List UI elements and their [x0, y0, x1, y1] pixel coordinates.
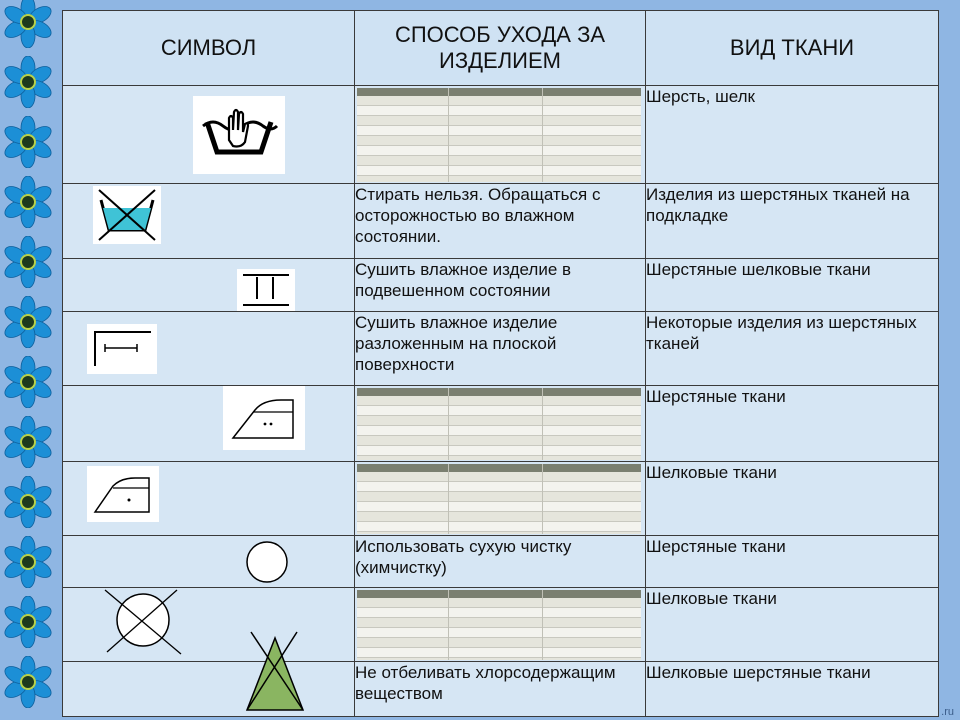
flower-decoration-icon	[2, 356, 54, 408]
care-cell: Использовать сухую чистку (химчистку)	[355, 536, 646, 588]
dry-flat-icon	[87, 324, 157, 374]
symbol-cell	[63, 312, 355, 386]
header-row	[63, 11, 939, 86]
hand-wash-icon	[193, 96, 285, 174]
fabric-cell: Некоторые изделия из шерстяных тканей	[646, 312, 939, 386]
care-cell: Сушить влажное изделие разложенным на плоской поверхности	[355, 312, 646, 386]
do-not-wash-icon	[93, 186, 161, 244]
table-row	[63, 386, 939, 462]
care-cell	[355, 386, 646, 462]
header-symbol: СИМВОЛ	[63, 11, 355, 86]
table-row	[63, 588, 939, 662]
flower-decoration-icon	[2, 176, 54, 228]
flower-decoration-icon	[2, 656, 54, 708]
care-symbols-table	[62, 10, 939, 717]
flower-decoration-icon	[2, 536, 54, 588]
flower-decoration-icon	[2, 56, 54, 108]
care-cell	[355, 86, 646, 184]
symbol-cell	[63, 462, 355, 536]
symbol-cell	[63, 536, 355, 588]
table-row	[63, 312, 939, 386]
care-cell: Стирать нельзя. Обращаться с осторожностью во влажном состоянии.	[355, 184, 646, 259]
table-row	[63, 259, 939, 312]
care-cell: Сушить влажное изделие в подвешенном состоянии	[355, 259, 646, 312]
symbol-cell	[63, 662, 355, 717]
iron-one-dot-icon	[87, 466, 159, 522]
flower-decoration-icon	[2, 116, 54, 168]
embedded-table-image	[357, 464, 641, 534]
table-row	[63, 86, 939, 184]
care-cell: Не отбеливать хлорсодержащим веществом	[355, 662, 646, 717]
flower-decoration-icon	[2, 596, 54, 648]
embedded-table-image	[357, 388, 641, 460]
flower-decoration-icon	[2, 416, 54, 468]
table-row	[63, 662, 939, 717]
flower-decoration-icon	[2, 0, 54, 48]
fabric-cell: Шелковые ткани	[646, 588, 939, 662]
fabric-cell: Шерстяные шелковые ткани	[646, 259, 939, 312]
symbol-cell	[63, 259, 355, 312]
fabric-cell: Шерсть, шелк	[646, 86, 939, 184]
header-fabric: ВИД ТКАНИ	[646, 11, 939, 86]
drip-dry-icon	[237, 269, 295, 311]
iron-two-dots-icon	[223, 386, 305, 450]
symbol-cell	[63, 184, 355, 259]
do-not-bleach-icon	[243, 630, 307, 714]
dry-clean-icon	[243, 540, 291, 584]
fabric-cell: Изделия из шерстяных тканей на подкладке	[646, 184, 939, 259]
table-row	[63, 462, 939, 536]
symbol-cell	[63, 588, 355, 662]
table-row	[63, 184, 939, 259]
flower-border	[0, 0, 58, 720]
fabric-cell: Шелковые шерстяные ткани	[646, 662, 939, 717]
embedded-table-image	[357, 88, 641, 182]
watermark-text: .ru	[941, 706, 954, 718]
embedded-table-image	[357, 590, 641, 660]
do-not-dry-clean-icon	[97, 588, 185, 656]
flower-decoration-icon	[2, 236, 54, 288]
flower-decoration-icon	[2, 476, 54, 528]
fabric-cell: Шерстяные ткани	[646, 386, 939, 462]
flower-decoration-icon	[2, 296, 54, 348]
table-row	[63, 536, 939, 588]
header-care: СПОСОБ УХОДА ЗА ИЗДЕЛИЕМ	[355, 11, 646, 86]
symbol-cell	[63, 86, 355, 184]
fabric-cell: Шерстяные ткани	[646, 536, 939, 588]
care-cell	[355, 588, 646, 662]
care-cell	[355, 462, 646, 536]
fabric-cell: Шелковые ткани	[646, 462, 939, 536]
symbol-cell	[63, 386, 355, 462]
